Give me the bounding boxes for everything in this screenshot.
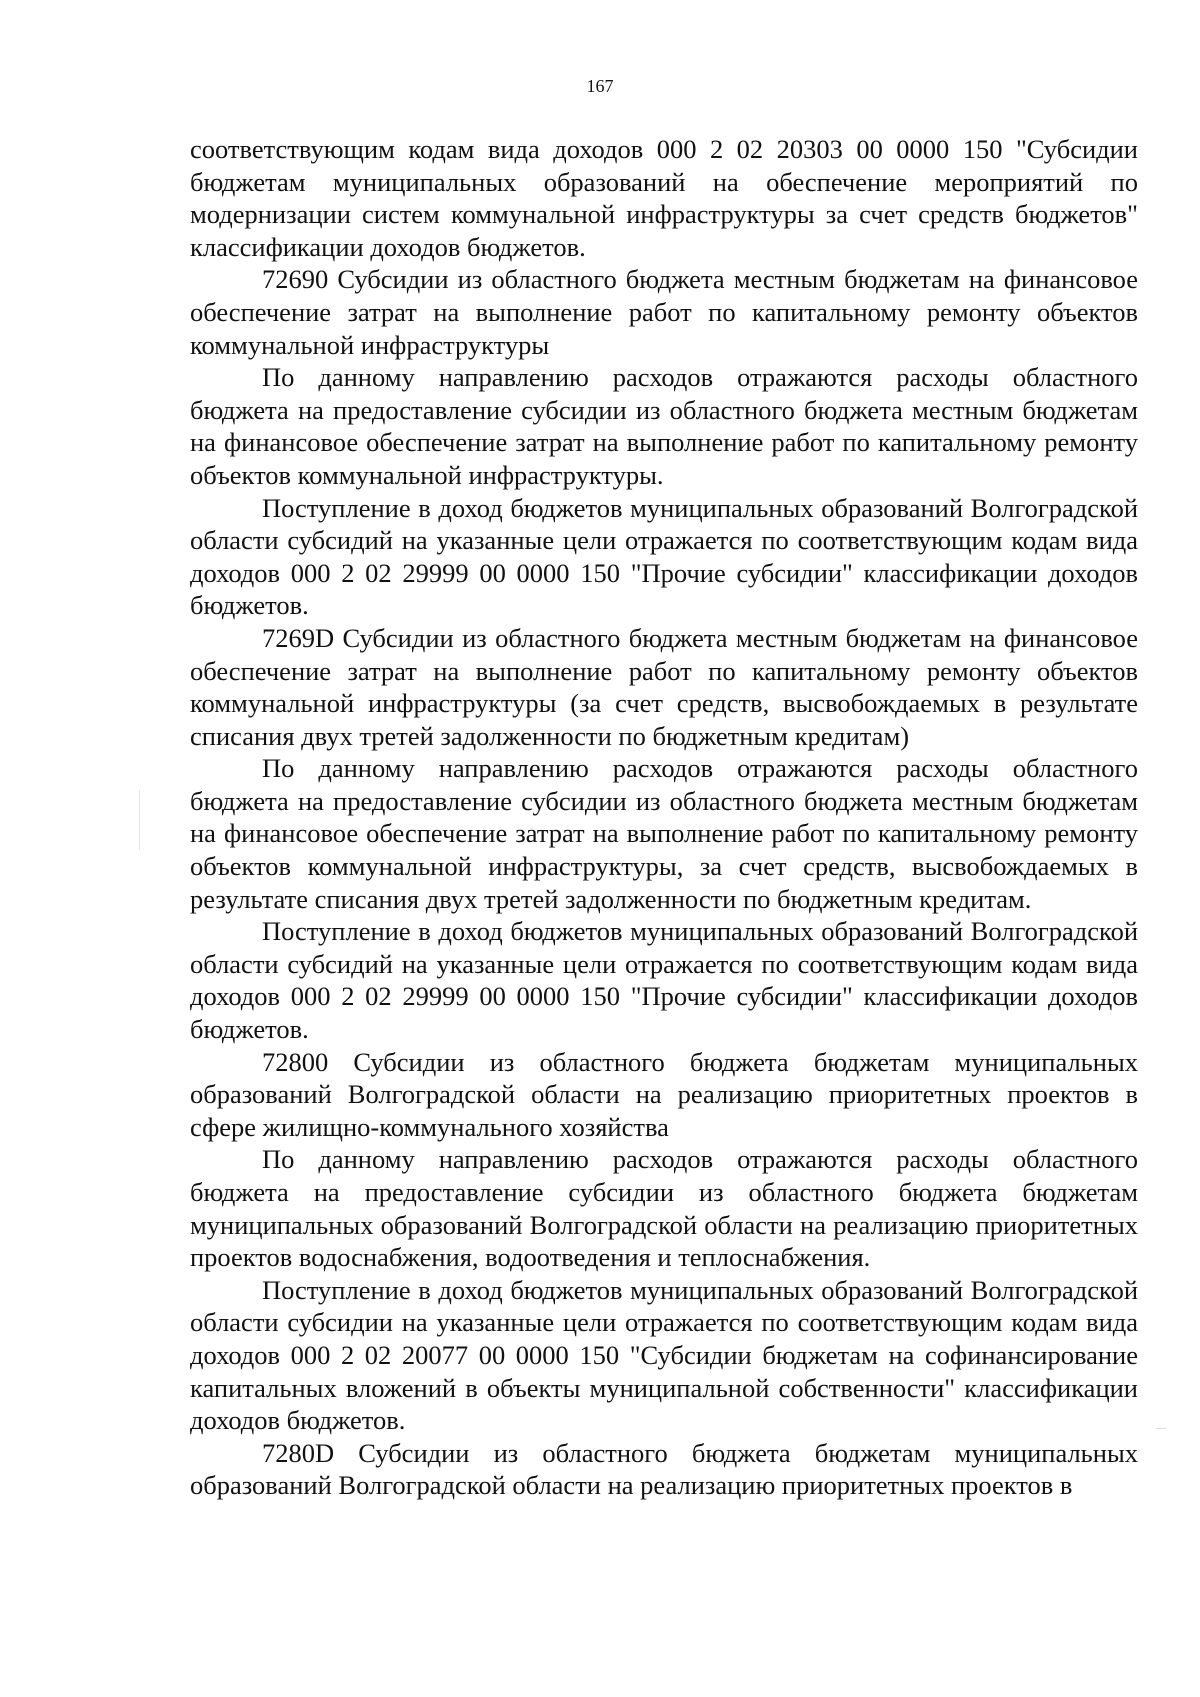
paragraph-7280d-heading: 7280D Субсидии из областного бюджета бюджетам муниципальных образований Волгоградской области на реализацию приоритетных проектов в	[190, 1437, 1138, 1501]
paragraph-7269d-expense: По данному направлению расходов отражаются расходы областного бюджета на предоставление субсидии из областного бюджета местным бюджетам на финансовое обеспечение затрат на выполнение работ по капитальному ремонту объектов коммунальной инфраструктуры, за счет средств, высвобождаемых в результате списания двух третей задолженности по бюджетным кредитам.	[190, 753, 1138, 914]
scan-margin-mark-right	[1156, 1428, 1166, 1429]
document-body	[190, 133, 1138, 1502]
page-number: 167	[586, 76, 614, 96]
paragraph-72800-heading: 72800 Субсидии из областного бюджета бюджетам муниципальных образований Волгоградской области на реализацию приоритетных проектов в сфере жилищно-коммунального хозяйства	[190, 1046, 1138, 1142]
paragraph-72690-income: Поступление в доход бюджетов муниципальных образований Волгоградской области субсидий на указанные цели отражается по соответствующим кодам вида доходов 000 2 02 29999 00 0000 150 "Прочие субсидии" классификации доходов бюджетов.	[190, 492, 1138, 621]
paragraph-72800-income: Поступление в доход бюджетов муниципальных образований Волгоградской области субсидии на указанные цели отражается по соответствующим кодам вида доходов 000 2 02 20077 00 0000 150 "Субсидии бюджетам на софинансирование капитальных вложений в объекты муниципальной собственности" классификации доходов бюджетов.	[190, 1274, 1138, 1436]
paragraph-72800-expense: По данному направлению расходов отражаются расходы областного бюджета на предоставление субсидии из областного бюджета бюджетам муниципальных образований Волгоградской области на реализацию приоритетных проектов водоснабжения, водоотведения и теплоснабжения.	[190, 1144, 1138, 1273]
scan-margin-mark	[139, 790, 140, 850]
paragraph-72690-expense: По данному направлению расходов отражаются расходы областного бюджета на предоставление субсидии из областного бюджета местным бюджетам на финансовое обеспечение затрат на выполнение работ по капитальному ремонту объектов коммунальной инфраструктуры.	[190, 362, 1138, 490]
paragraph-7269d-heading: 7269D Субсидии из областного бюджета местным бюджетам на финансовое обеспечение затрат на выполнение работ по капитальному ремонту объектов коммунальной инфраструктуры (за счет средств, высвобождаемых в результате списания двух третей задолженности по бюджетным кредитам)	[190, 622, 1138, 751]
paragraph-continuation: соответствующим кодам вида доходов 000 2 02 20303 00 0000 150 "Субсидии бюджетам муниципальных образований на обеспечение мероприятий по модернизации систем коммунальной инфраструктуры за счет средств бюджетов" классификации доходов бюджетов.	[190, 134, 1138, 262]
paragraph-7269d-income: Поступление в доход бюджетов муниципальных образований Волгоградской области субсидий на указанные цели отражается по соответствующим кодам вида доходов 000 2 02 29999 00 0000 150 "Прочие субсидии" классификации доходов бюджетов.	[190, 916, 1138, 1045]
paragraph-72690-heading: 72690 Субсидии из областного бюджета местным бюджетам на финансовое обеспечение затрат на выполнение работ по капитальному ремонту объектов коммунальной инфраструктуры	[190, 264, 1138, 360]
